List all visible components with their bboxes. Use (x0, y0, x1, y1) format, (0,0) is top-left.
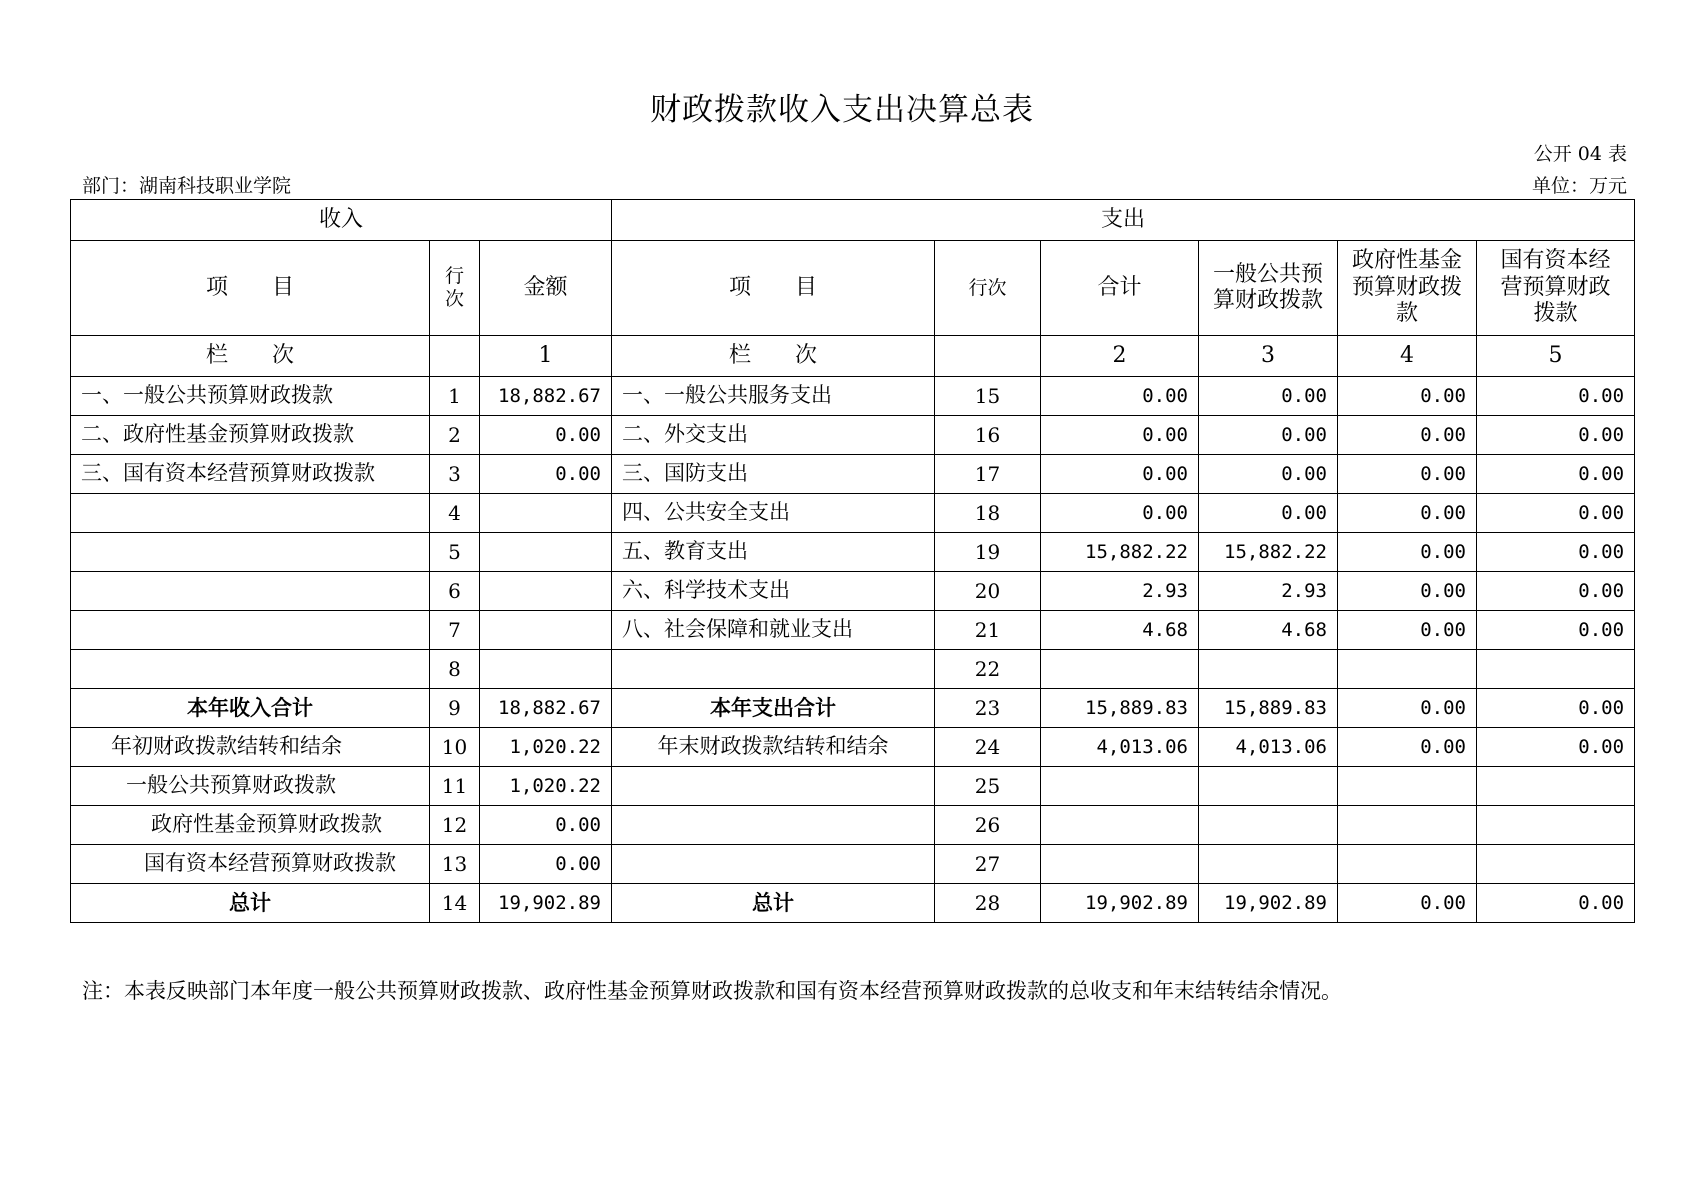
total-cell: 19,902.89 (1041, 884, 1199, 923)
income-amount-cell: 1,020.22 (480, 728, 612, 767)
amount-header: 金额 (480, 241, 612, 336)
total-cell: 4,013.06 (1041, 728, 1199, 767)
state-capital-cell: 0.00 (1477, 377, 1635, 416)
general-budget-cell: 2.93 (1199, 572, 1338, 611)
state-capital-cell: 0.00 (1477, 884, 1635, 923)
income-amount-cell (480, 533, 612, 572)
general-budget-cell (1199, 650, 1338, 689)
state-capital-cell: 0.00 (1477, 728, 1635, 767)
expense-row-no-cell: 19 (935, 533, 1041, 572)
expense-row-no-cell: 15 (935, 377, 1041, 416)
gov-fund-cell: 0.00 (1338, 884, 1477, 923)
expense-row-no-cell: 17 (935, 455, 1041, 494)
expense-item-cell: 五、教育支出 (612, 533, 935, 572)
section-header-row (71, 200, 1635, 241)
expense-item-cell (612, 845, 935, 884)
table-row (71, 845, 1635, 884)
state-capital-cell: 0.00 (1477, 455, 1635, 494)
income-amount-cell (480, 611, 612, 650)
income-item-cell (71, 650, 430, 689)
state-capital-cell (1477, 806, 1635, 845)
gov-fund-cell: 0.00 (1338, 533, 1477, 572)
total-cell: 15,882.22 (1041, 533, 1199, 572)
gov-fund-cell: 0.00 (1338, 377, 1477, 416)
gov-fund-header: 政府性基金预算财政拨款 (1338, 241, 1477, 336)
table-row (71, 494, 1635, 533)
footnote: 注：本表反映部门本年度一般公共预算财政拨款、政府性基金预算财政拨款和国有资本经营预算财政拨款的总收支和年末结转结余情况。 (82, 979, 1342, 1003)
expense-item-cell: 二、外交支出 (612, 416, 935, 455)
col-index-5: 5 (1477, 336, 1635, 377)
gov-fund-cell: 0.00 (1338, 455, 1477, 494)
income-row-no-cell: 5 (430, 533, 480, 572)
income-row-no-cell: 7 (430, 611, 480, 650)
table-row (71, 650, 1635, 689)
column-header-row (71, 241, 1635, 336)
page-title: 财政拨款收入支出决算总表 (650, 92, 1034, 128)
expense-row-no-cell: 25 (935, 767, 1041, 806)
income-row-no-cell: 14 (430, 884, 480, 923)
general-budget-header: 一般公共预算财政拨款 (1199, 241, 1338, 336)
general-budget-cell (1199, 845, 1338, 884)
state-capital-header: 国有资本经营预算财政拨款 (1477, 241, 1635, 336)
expense-header: 支出 (612, 200, 1635, 241)
income-item-cell: 国有资本经营预算财政拨款 (71, 845, 430, 884)
table-body (71, 377, 1635, 923)
income-item-cell: 三、国有资本经营预算财政拨款 (71, 455, 430, 494)
state-capital-cell (1477, 845, 1635, 884)
income-item-cell: 政府性基金预算财政拨款 (71, 806, 430, 845)
gov-fund-cell (1338, 650, 1477, 689)
income-item-cell: 一般公共预算财政拨款 (71, 767, 430, 806)
budget-table (70, 199, 1635, 923)
table-row (71, 611, 1635, 650)
expense-row-no-cell: 21 (935, 611, 1041, 650)
income-amount-cell: 19,902.89 (480, 884, 612, 923)
total-cell (1041, 650, 1199, 689)
state-capital-cell: 0.00 (1477, 533, 1635, 572)
col-index-4: 4 (1338, 336, 1477, 377)
column-index-row (71, 336, 1635, 377)
gov-fund-cell: 0.00 (1338, 611, 1477, 650)
income-row-no-cell: 1 (430, 377, 480, 416)
income-item-cell (71, 533, 430, 572)
expense-row-no-cell: 20 (935, 572, 1041, 611)
table-row (71, 377, 1635, 416)
expense-item-cell (612, 650, 935, 689)
income-item-header: 项 目 (71, 241, 430, 336)
expense-item-header: 项 目 (612, 241, 935, 336)
total-cell: 0.00 (1041, 416, 1199, 455)
expense-row-no-cell: 16 (935, 416, 1041, 455)
table-row (71, 455, 1635, 494)
expense-row-no-cell: 26 (935, 806, 1041, 845)
income-amount-cell: 0.00 (480, 806, 612, 845)
income-row-no-header: 行 次 (430, 241, 480, 336)
income-row-no-cell: 6 (430, 572, 480, 611)
form-code: 公开 04 表 (1533, 143, 1627, 165)
income-amount-cell: 0.00 (480, 416, 612, 455)
state-capital-cell (1477, 650, 1635, 689)
gov-fund-cell (1338, 767, 1477, 806)
gov-fund-cell: 0.00 (1338, 728, 1477, 767)
income-amount-cell: 18,882.67 (480, 689, 612, 728)
income-item-cell: 一、一般公共预算财政拨款 (71, 377, 430, 416)
income-lanci-blank (430, 336, 480, 377)
expense-row-no-cell: 22 (935, 650, 1041, 689)
expense-lanci-blank (935, 336, 1041, 377)
income-row-no-cell: 2 (430, 416, 480, 455)
gov-fund-cell (1338, 845, 1477, 884)
state-capital-cell: 0.00 (1477, 416, 1635, 455)
state-capital-cell: 0.00 (1477, 494, 1635, 533)
col-index-1: 1 (480, 336, 612, 377)
income-item-cell (71, 494, 430, 533)
income-amount-cell: 18,882.67 (480, 377, 612, 416)
col-index-2: 2 (1041, 336, 1199, 377)
expense-row-no-cell: 23 (935, 689, 1041, 728)
income-header: 收入 (71, 200, 612, 241)
gov-fund-cell: 0.00 (1338, 572, 1477, 611)
expense-item-cell: 一、一般公共服务支出 (612, 377, 935, 416)
state-capital-cell: 0.00 (1477, 572, 1635, 611)
table-row (71, 689, 1635, 728)
total-cell: 4.68 (1041, 611, 1199, 650)
income-item-cell: 总计 (71, 884, 430, 923)
income-item-cell: 本年收入合计 (71, 689, 430, 728)
general-budget-cell: 0.00 (1199, 494, 1338, 533)
table-row (71, 572, 1635, 611)
general-budget-cell: 0.00 (1199, 416, 1338, 455)
expense-row-no-cell: 24 (935, 728, 1041, 767)
income-item-cell: 年初财政拨款结转和结余 (71, 728, 430, 767)
general-budget-cell: 0.00 (1199, 377, 1338, 416)
state-capital-cell: 0.00 (1477, 611, 1635, 650)
table-row (71, 806, 1635, 845)
unit-label: 单位：万元 (1531, 175, 1627, 197)
income-lanci-label: 栏 次 (71, 336, 430, 377)
gov-fund-cell: 0.00 (1338, 494, 1477, 533)
income-amount-cell (480, 572, 612, 611)
total-cell (1041, 806, 1199, 845)
income-row-no-cell: 10 (430, 728, 480, 767)
total-cell (1041, 845, 1199, 884)
income-amount-cell: 1,020.22 (480, 767, 612, 806)
income-row-no-cell: 11 (430, 767, 480, 806)
col-index-3: 3 (1199, 336, 1338, 377)
expense-lanci-label: 栏 次 (612, 336, 935, 377)
income-amount-cell (480, 650, 612, 689)
income-row-no-cell: 4 (430, 494, 480, 533)
general-budget-cell (1199, 806, 1338, 845)
department-label: 部门：湖南科技职业学院 (82, 175, 292, 197)
expense-item-cell (612, 806, 935, 845)
general-budget-cell: 4.68 (1199, 611, 1338, 650)
expense-item-cell: 年末财政拨款结转和结余 (612, 728, 935, 767)
total-cell: 0.00 (1041, 455, 1199, 494)
total-cell: 0.00 (1041, 377, 1199, 416)
expense-item-cell: 四、公共安全支出 (612, 494, 935, 533)
table-row (71, 533, 1635, 572)
table-row (71, 767, 1635, 806)
income-row-no-cell: 13 (430, 845, 480, 884)
table-row (71, 416, 1635, 455)
general-budget-cell: 15,882.22 (1199, 533, 1338, 572)
income-item-cell (71, 572, 430, 611)
total-header: 合计 (1041, 241, 1199, 336)
income-amount-cell (480, 494, 612, 533)
general-budget-cell: 4,013.06 (1199, 728, 1338, 767)
total-cell: 0.00 (1041, 494, 1199, 533)
total-cell: 2.93 (1041, 572, 1199, 611)
income-amount-cell: 0.00 (480, 455, 612, 494)
table-row (71, 884, 1635, 923)
gov-fund-cell: 0.00 (1338, 416, 1477, 455)
general-budget-cell: 19,902.89 (1199, 884, 1338, 923)
general-budget-cell (1199, 767, 1338, 806)
income-row-no-cell: 12 (430, 806, 480, 845)
expense-row-no-cell: 27 (935, 845, 1041, 884)
expense-item-cell: 本年支出合计 (612, 689, 935, 728)
gov-fund-cell (1338, 806, 1477, 845)
total-cell: 15,889.83 (1041, 689, 1199, 728)
income-row-no-cell: 9 (430, 689, 480, 728)
income-row-no-cell: 3 (430, 455, 480, 494)
income-item-cell (71, 611, 430, 650)
general-budget-cell: 0.00 (1199, 455, 1338, 494)
expense-row-no-header: 行次 (935, 241, 1041, 336)
state-capital-cell (1477, 767, 1635, 806)
state-capital-cell: 0.00 (1477, 689, 1635, 728)
income-item-cell: 二、政府性基金预算财政拨款 (71, 416, 430, 455)
gov-fund-cell: 0.00 (1338, 689, 1477, 728)
expense-item-cell (612, 767, 935, 806)
expense-row-no-cell: 18 (935, 494, 1041, 533)
expense-row-no-cell: 28 (935, 884, 1041, 923)
income-amount-cell: 0.00 (480, 845, 612, 884)
expense-item-cell: 八、社会保障和就业支出 (612, 611, 935, 650)
expense-item-cell: 总计 (612, 884, 935, 923)
income-row-no-cell: 8 (430, 650, 480, 689)
general-budget-cell: 15,889.83 (1199, 689, 1338, 728)
expense-item-cell: 三、国防支出 (612, 455, 935, 494)
expense-item-cell: 六、科学技术支出 (612, 572, 935, 611)
total-cell (1041, 767, 1199, 806)
table-row (71, 728, 1635, 767)
